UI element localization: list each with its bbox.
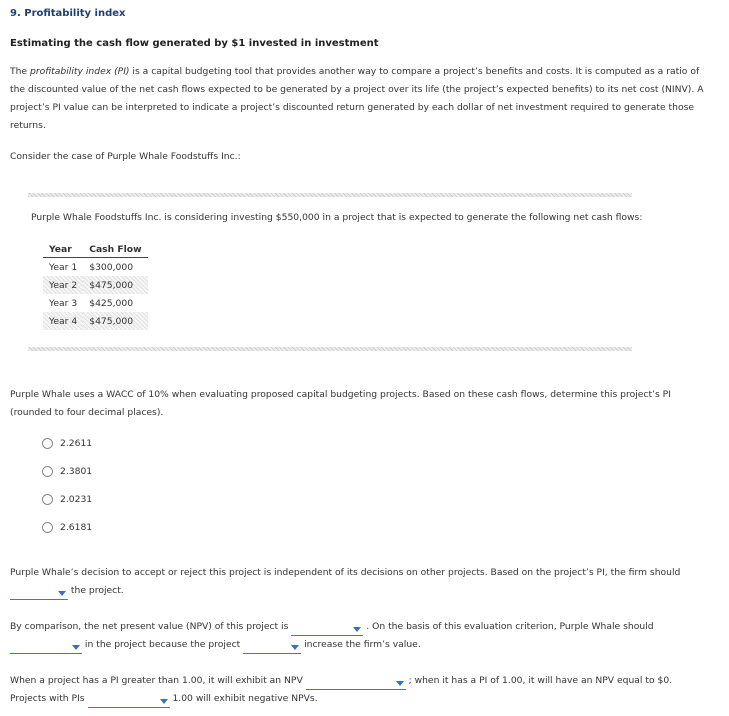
will-wont-dropdown[interactable] xyxy=(243,641,301,654)
pi-option-3[interactable] xyxy=(42,493,92,507)
table-row xyxy=(43,312,148,330)
cash-flow-cell: $300,000 xyxy=(89,261,134,273)
case-statement: Purple Whale Foodstuffs Inc. is considering investing $550,000 in a project that is expected to generate the following net cash flows: xyxy=(31,212,643,223)
case-bottom-divider xyxy=(28,347,632,351)
chevron-down-icon xyxy=(72,645,80,650)
chevron-down-icon xyxy=(291,645,299,650)
radio-button[interactable] xyxy=(42,438,53,449)
pi-question-line2: (rounded to four decimal places). xyxy=(10,407,164,418)
option-label: 2.3801 xyxy=(60,466,93,477)
intro-pre: The xyxy=(10,66,31,77)
npv-sign-dropdown[interactable] xyxy=(306,677,406,690)
pi-rule-pre-text: When a project has a PI greater than 1.00, it will exhibit an NPV xyxy=(10,675,303,686)
section-subtitle: Estimating the cash flow generated by $1 invested in investment xyxy=(10,38,379,49)
option-label: 2.6181 xyxy=(60,522,93,533)
pi-option-1[interactable] xyxy=(42,437,92,451)
radio-button[interactable] xyxy=(42,494,53,505)
chevron-down-icon xyxy=(396,681,404,686)
option-label: 2.2611 xyxy=(60,438,93,449)
invest-decision-dropdown[interactable] xyxy=(10,641,82,654)
npv-pre-text: By comparison, the net present value (NPV) of this project is xyxy=(10,621,289,632)
table-row xyxy=(43,294,148,312)
pi-rule2-post-text: 1.00 will exhibit negative NPVs. xyxy=(172,693,318,704)
option-label: 2.0231 xyxy=(60,494,93,505)
cash-flow-cell: $425,000 xyxy=(89,297,134,309)
accept-reject-dropdown[interactable] xyxy=(10,587,68,600)
chevron-down-icon xyxy=(58,591,66,596)
cash-flow-cell: $475,000 xyxy=(83,276,147,294)
cash-flow-cell: $475,000 xyxy=(83,312,147,330)
pi-option-4[interactable] xyxy=(42,521,92,535)
npv-line2 xyxy=(10,636,421,654)
pi-rule-post-text: ; when it has a PI of 1.00, it will have an NPV equal to $0. xyxy=(408,675,673,686)
intro-paragraph xyxy=(10,63,710,135)
pi-rule-line2 xyxy=(10,690,318,708)
decision-after-text: the project. xyxy=(70,585,124,596)
pi-option-2[interactable] xyxy=(42,465,92,479)
pi-comparison-dropdown[interactable] xyxy=(88,695,170,708)
col-cash-flow: Cash Flow xyxy=(83,241,147,258)
year-cell: Year 1 xyxy=(49,261,78,273)
npv-post-text: . On the basis of this evaluation criterion, Purple Whale should xyxy=(366,621,654,632)
table-row xyxy=(43,276,148,294)
intro-post: is a capital budgeting tool that provides another way to compare a project’s benefits and costs. It is computed as a ratio of the discounted value of the net cash flows expected to be generated by a project over its life (the project’s expected benefits) to its net cost (NINV). A project’s PI value can be interpreted to indicate a project’s discounted return generated by each dollar of net investment required to generate those returns. xyxy=(10,66,704,131)
question-title: 9. Profitability index xyxy=(10,8,126,19)
consider-text: Consider the case of Purple Whale Foodstuffs Inc.: xyxy=(10,151,241,162)
decision-line2 xyxy=(10,582,124,600)
intro-term: profitability index (PI) xyxy=(30,66,130,77)
pi-rule-line1 xyxy=(10,672,672,690)
year-cell: Year 2 xyxy=(43,276,83,294)
chevron-down-icon xyxy=(353,627,361,632)
npv-line1 xyxy=(10,618,654,636)
npv-value-dropdown[interactable] xyxy=(291,623,363,636)
table-row xyxy=(43,258,148,277)
case-top-divider xyxy=(28,193,632,197)
pi-question-line1: Purple Whale uses a WACC of 10% when evaluating proposed capital budgeting projects. Based on these cash flows, determine this project’s PI xyxy=(10,389,671,400)
radio-button[interactable] xyxy=(42,466,53,477)
year-cell: Year 4 xyxy=(43,312,83,330)
npv-end-text: increase the firm’s value. xyxy=(304,639,421,650)
chevron-down-icon xyxy=(160,699,168,704)
col-year: Year xyxy=(43,241,83,258)
pi-rule2-pre-text: Projects with PIs xyxy=(10,693,85,704)
year-cell: Year 3 xyxy=(49,297,78,309)
cash-flow-table xyxy=(43,241,148,330)
radio-button[interactable] xyxy=(42,522,53,533)
npv-mid-text: in the project because the project xyxy=(84,639,241,650)
decision-line1: Purple Whale’s decision to accept or reject this project is independent of its decisions on other projects. Based on the project’s PI, the firm should xyxy=(10,567,681,578)
